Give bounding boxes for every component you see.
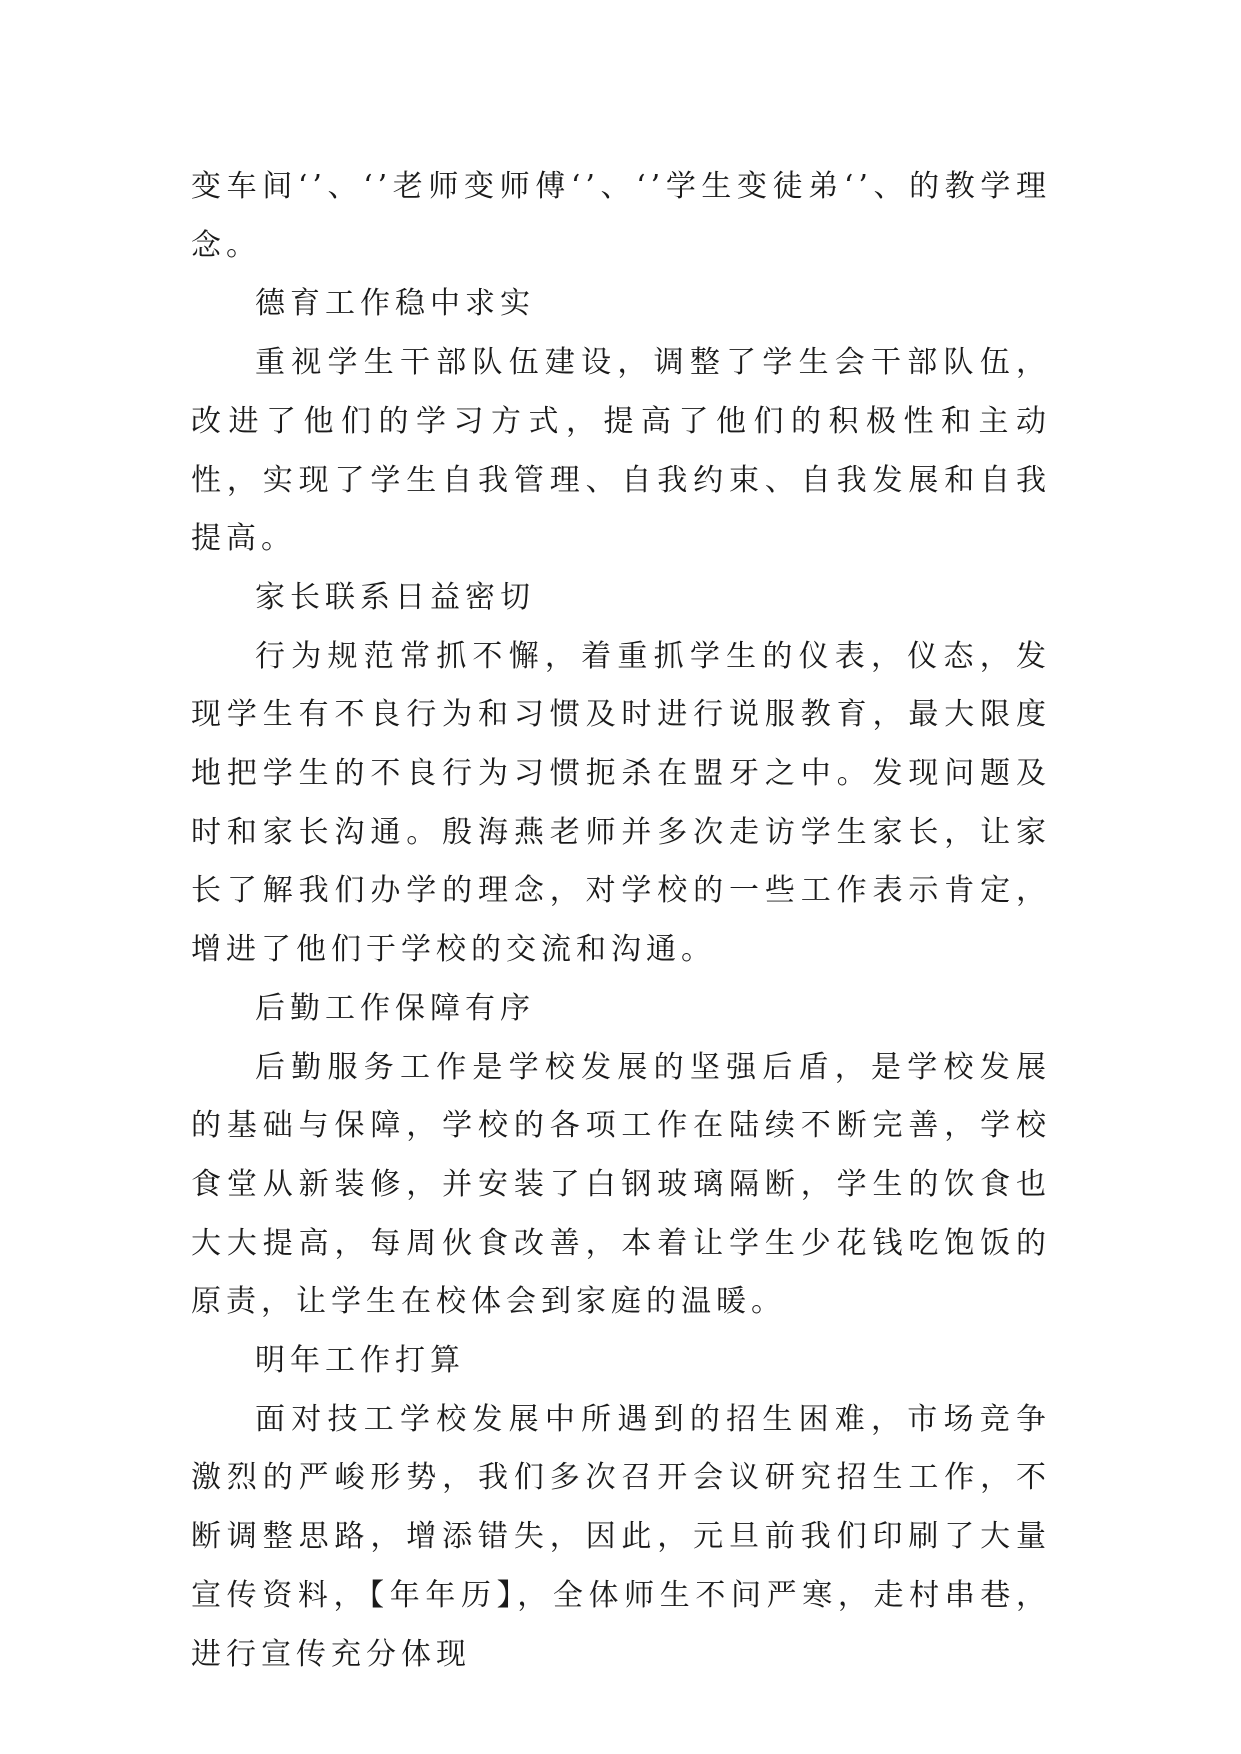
paragraph-behavior-norms: 行为规范常抓不懈，着重抓学生的仪表，仪态，发现学生有不良行为和习惯及时进行说服教育，最大限度地把学生的不良行为习惯扼杀在盟牙之中。发现问题及时和家长沟通。殷海燕老师并多次走访学生家长，让家长了解我们办学的理念，对学校的一些工作表示肯定，增进了他们于学校的交流和沟通。 [191,638,1051,968]
paragraph-enrollment-plan: 面对技工学校发展中所遇到的招生困难，市场竞争激烈的严峻形势，我们多次召开会议研究招生工作，不断调整思路，增添错失，因此，元旦前我们印刷了大量宣传资料，【年年历】，全体师生不问严寒，走村串巷，进行宣传充分体现 [191,1401,1051,1672]
paragraph-teaching-concept: 变车间‘’、‘’老师变师傅‘’、‘’学生变徒弟‘’、的教学理念。 [191,169,1051,263]
paragraph-logistics-service: 后勤服务工作是学校发展的坚强后盾，是学校发展的基础与保障，学校的各项工作在陆续不断完善，学校食堂从新装修，并安装了白钢玻璃隔断，学生的饮食也大大提高，每周伙食改善，本着让学生少花钱吃饱饭的原责，让学生在校体会到家庭的温暖。 [191,1049,1051,1320]
section-heading-logistics: 后勤工作保障有序 [255,990,535,1026]
section-heading-moral-education: 德育工作稳中求实 [255,286,535,322]
document-body [191,158,1051,1684]
paragraph-student-cadres: 重视学生干部队伍建设，调整了学生会干部队伍，改进了他们的学习方式，提高了他们的积极性和主动性，实现了学生自我管理、自我约束、自我发展和自我提高。 [191,345,1051,557]
section-heading-next-year-plan: 明年工作打算 [255,1343,465,1379]
section-heading-parent-contact: 家长联系日益密切 [255,579,535,615]
